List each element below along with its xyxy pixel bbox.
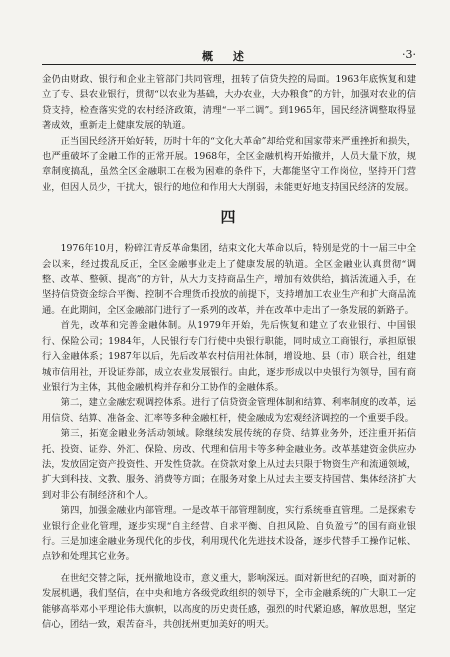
paragraph-3: 1976年10月，粉碎江青反革命集团，结束文化大革命以后，特别是党的十一届三中全会以来，经过拨乱反正，全区金融事业走上了健康发展的轨道。全区金融业认真贯彻“调整、改革、整顿、提高”的方针，从大力支持商品生产，增加有效供给，搞活流通入手，在坚持信贷资金综合平衡、控制不合理货币投放的前提下，支持增加工农业生产和扩大商品流通。在此期间，全区金融部门进行了一系列的改革，并在改革中走出了一条发展的新路子。 bbox=[42, 243, 416, 316]
running-header bbox=[42, 46, 416, 65]
section-heading: 四 bbox=[220, 208, 238, 227]
paragraph-7: 第四，加强金融业内部管理。一是改革干部管理制度，实行系统垂直管理。二是探索专业银行企业化管理，逐步实现“自主经营、自求平衡、自担风险、自负盈亏”的国有商业银行。三是加速金融业务现代化的步伐，利用现代化先进技术设备，逐步代替手工操作记帐、点钞和处理其它业务。 bbox=[42, 505, 416, 563]
page-number: ·3· bbox=[402, 48, 416, 61]
chapter-title: 概 述 bbox=[202, 50, 252, 63]
paragraph-4: 首先，改革和完善金融体制。从1979年开始，先后恢复和建立了农业银行、中国银行、保险公司；1984年，人民银行专门行使中央银行职能，同时成立工商银行，承担原银行入金融体系；1987年以后，先后改革农村信用社体制，增设地、县（市）联合社，组建城市信用社，开设证券部，成立农业发展银行。由此，逐步形成以中央银行为领导，国有商业银行为主体，其他金融机构并存和分工协作的金融体系。 bbox=[42, 320, 416, 393]
paragraph-1: 金仍由财政、银行和企业主管部门共同管理，扭转了信贷失控的局面。1963年底恢复和建立了专、县农业银行，贯彻“以农业为基础，大办农业，大办粮食”的方针，加强对农业的信贷支持，检查落实党的农村经济政策，清理“一平二调”。到1965年，国民经济调整取得显著成效，重新走上健康发展的轨道。 bbox=[42, 74, 416, 132]
paragraph-6: 第三，拓宽金融业务活动领域。除继续发展传统的存贷、结算业务外，还注重开拓信托、投资、证券、外汇、保险、房改、代理和信用卡等多种金融业务。改革基建资金供应办法，发放固定资产投资性、开发性贷款。在贷款对象上从过去只限于物资生产和流通领域，扩大到科技、文教、服务、消费等方面；在服务对象上从过去主要支持国营、集体经济扩大到对非公有制经济和个人。 bbox=[42, 428, 416, 501]
paragraph-5: 第二，建立金融宏观调控体系。进行了信贷资金管理体制和结算、利率制度的改革，运用信贷、结算、准备金、汇率等多种金融杠杆，使金融成为宏观经济调控的一个重要手段。 bbox=[42, 397, 416, 424]
page-body bbox=[42, 72, 416, 632]
paragraph-8: 在世纪交替之际，抚州撤地设市，意义重大，影响深远。面对新世纪的召唤，面对新的发展机遇，我们坚信，在中央和地方各级党政组织的领导下，全市金融系统的广大职工一定能够高举邓小平理论伟大旗帜，以高度的历史责任感，强烈的时代紧迫感，解放思想，坚定信心，团结一致，艰苦奋斗，共创抚州更加美好的明天。 bbox=[42, 572, 416, 630]
paragraph-2: 正当国民经济开始好转，历时十年的“文化大革命”却给党和国家带来严重挫折和损失，也严重破坏了金融工作的正常开展。1968年，全区金融机构开始撤并，人员大量下放，规章制度搞乱，虽然全区金融职工在极为困难的条件下，大都能坚守工作岗位，坚持开门营业，但因人员少，干扰大，银行的地位和作用大大削弱，未能更好地支持国民经济的发展。 bbox=[42, 135, 416, 193]
